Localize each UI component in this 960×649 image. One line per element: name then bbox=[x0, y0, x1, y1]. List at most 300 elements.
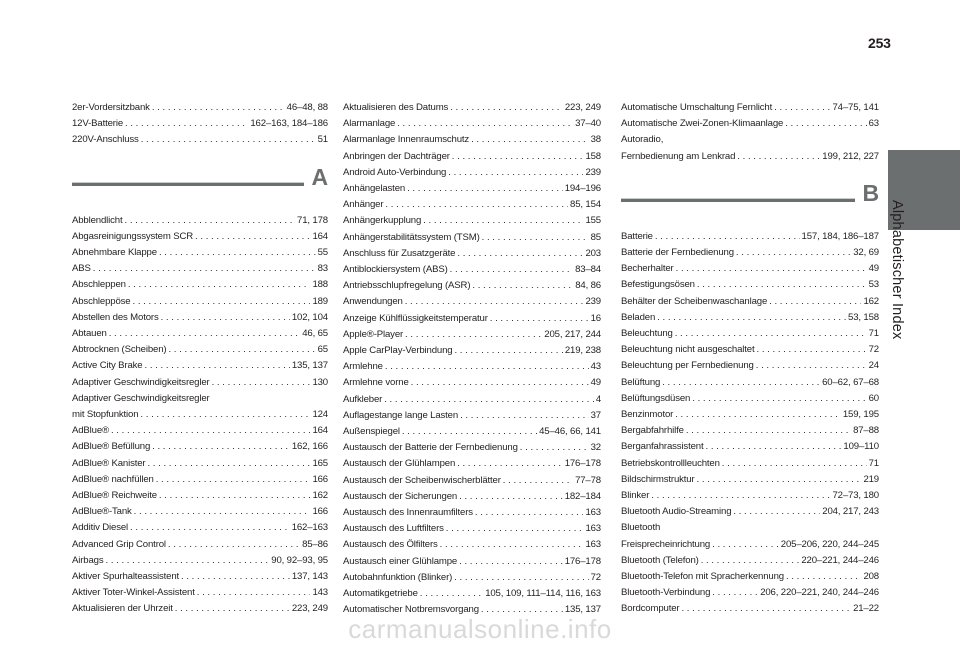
index-entry bbox=[621, 116, 879, 132]
dot-leader bbox=[757, 342, 867, 358]
index-term: Außenspiegel bbox=[343, 426, 400, 438]
page-references: 71 bbox=[868, 457, 879, 469]
index-entry bbox=[621, 245, 879, 261]
index-entry-line bbox=[72, 407, 328, 423]
page-references: 199, 212, 227 bbox=[822, 150, 879, 162]
section-letter: A bbox=[311, 163, 328, 190]
dot-leader bbox=[159, 245, 316, 261]
index-entry bbox=[72, 132, 328, 148]
index-entry bbox=[621, 326, 879, 342]
index-entry bbox=[621, 456, 879, 472]
index-entry-line bbox=[343, 424, 601, 440]
index-term: Beladen bbox=[621, 311, 656, 323]
page-references: 163 bbox=[585, 507, 601, 519]
dot-leader bbox=[130, 520, 290, 536]
dot-leader bbox=[109, 326, 301, 342]
index-entry bbox=[343, 181, 601, 197]
dot-leader bbox=[692, 391, 866, 407]
index-entry bbox=[621, 553, 879, 569]
dot-leader bbox=[482, 230, 589, 246]
dot-leader bbox=[657, 310, 846, 326]
page-references: 124 bbox=[312, 409, 328, 421]
page-references: 21–22 bbox=[853, 603, 879, 615]
page-references: 85–86 bbox=[302, 538, 328, 550]
index-entry bbox=[72, 261, 328, 277]
page-references: 90, 92–93, 95 bbox=[271, 554, 328, 566]
index-entry-line bbox=[343, 408, 601, 424]
index-entry bbox=[343, 359, 601, 375]
index-column-3 bbox=[621, 100, 879, 618]
index-entry-line bbox=[343, 311, 601, 327]
index-entry-line bbox=[621, 149, 879, 165]
index-term: Anbringen der Dachträger bbox=[343, 150, 450, 162]
index-entry-line bbox=[621, 504, 879, 520]
dot-leader bbox=[490, 311, 589, 327]
index-term: Austausch einer Glühlampe bbox=[343, 555, 458, 567]
dot-leader bbox=[411, 375, 589, 391]
dot-leader bbox=[405, 327, 542, 343]
page-references: 165 bbox=[312, 457, 328, 469]
index-entry-line bbox=[621, 358, 879, 374]
page-references: 24 bbox=[868, 360, 879, 372]
index-entry-line bbox=[72, 504, 328, 520]
page-references: 77–78 bbox=[575, 474, 601, 486]
index-entry-line bbox=[621, 116, 879, 132]
page-references: 105, 109, 111–114, 116, 163 bbox=[485, 588, 601, 600]
index-entry-line bbox=[621, 229, 879, 245]
dot-leader bbox=[385, 359, 589, 375]
index-entry-line bbox=[343, 262, 601, 278]
index-entry-line bbox=[343, 165, 601, 181]
index-term: Automatische Umschaltung Fernlicht bbox=[621, 102, 773, 113]
index-term: Austausch des Ölfilters bbox=[343, 539, 438, 551]
index-term: Advanced Grip Control bbox=[72, 538, 166, 550]
index-entry-line bbox=[621, 277, 879, 293]
page-references: 37 bbox=[590, 409, 601, 421]
page-references: 72–73, 180 bbox=[832, 490, 879, 502]
index-entry bbox=[621, 294, 879, 310]
page-references: 37–40 bbox=[575, 118, 601, 130]
index-term: Batterie bbox=[621, 230, 653, 242]
index-entry bbox=[72, 553, 328, 569]
dot-leader bbox=[405, 294, 584, 310]
dot-leader bbox=[697, 277, 867, 293]
index-term: Aktiver Toter-Winkel-Assistent bbox=[72, 587, 195, 599]
index-term: Behälter der Scheibenwaschanlage bbox=[621, 295, 768, 307]
index-entry bbox=[343, 246, 601, 262]
page-references: 51 bbox=[317, 134, 328, 146]
page-references: 188 bbox=[312, 279, 328, 291]
dot-leader bbox=[712, 537, 779, 553]
index-entry bbox=[72, 423, 328, 439]
index-column-1 bbox=[72, 100, 328, 618]
index-term: Austausch der Sicherungen bbox=[343, 490, 458, 502]
index-term: Becherhalter bbox=[621, 263, 674, 275]
index-term: Bluetooth Audio-Streaming bbox=[621, 506, 732, 518]
index-entry-line bbox=[72, 537, 328, 553]
index-term: Abschleppöse bbox=[72, 295, 131, 307]
dot-leader bbox=[420, 586, 483, 602]
page-references: 166 bbox=[312, 506, 328, 518]
index-entry-line bbox=[343, 278, 601, 294]
page-references: 219, 238 bbox=[564, 345, 601, 357]
page-references: 203 bbox=[585, 247, 601, 259]
page-references: 162 bbox=[312, 490, 328, 502]
index-term: Anhängerstabilitätssystem (TSM) bbox=[343, 231, 480, 243]
page-references: 102, 104 bbox=[291, 311, 328, 323]
index-term: Austausch des Luftfilters bbox=[343, 523, 444, 535]
index-entry-line bbox=[621, 407, 879, 423]
index-entry bbox=[72, 439, 328, 455]
dot-leader bbox=[785, 116, 866, 132]
index-entry-line bbox=[343, 554, 601, 570]
index-term: AdBlue® nachfüllen bbox=[72, 473, 154, 485]
index-entry-line bbox=[621, 261, 879, 277]
dot-leader bbox=[195, 229, 310, 245]
index-term: Austausch der Scheibenwischerblätter bbox=[343, 474, 501, 486]
index-entry bbox=[343, 311, 601, 327]
dot-leader bbox=[168, 537, 300, 553]
page-references: 182–184 bbox=[564, 490, 601, 502]
page-references: 206, 220–221, 240, 244–246 bbox=[760, 587, 879, 599]
page-references: 32, 69 bbox=[853, 247, 879, 259]
dot-leader bbox=[520, 440, 589, 456]
index-entry bbox=[621, 520, 879, 552]
index-entry bbox=[621, 229, 879, 245]
dot-leader bbox=[460, 408, 589, 424]
index-entry-line bbox=[621, 488, 879, 504]
dot-leader bbox=[701, 553, 800, 569]
page-number: 253 bbox=[868, 35, 891, 51]
page-references: 162–163, 184–186 bbox=[250, 118, 328, 130]
index-entry bbox=[621, 407, 879, 423]
page-references: 205–206, 220, 244–245 bbox=[780, 538, 879, 550]
index-entry bbox=[343, 132, 601, 148]
index-term: Abstellen des Motors bbox=[72, 311, 159, 323]
index-entry-line bbox=[343, 570, 601, 586]
page-references: 83–84 bbox=[575, 264, 601, 276]
dot-leader bbox=[384, 392, 594, 408]
index-entry-line bbox=[343, 440, 601, 456]
index-entry bbox=[343, 554, 601, 570]
index-entry bbox=[72, 585, 328, 601]
page-references: 83 bbox=[317, 263, 328, 275]
dot-leader bbox=[697, 472, 862, 488]
index-term: Active City Brake bbox=[72, 360, 143, 372]
dot-leader bbox=[423, 213, 583, 229]
index-term: AdBlue® bbox=[72, 425, 109, 437]
index-term: Aktualisieren der Uhrzeit bbox=[72, 603, 173, 615]
index-entry-line bbox=[72, 472, 328, 488]
index-entry bbox=[72, 310, 328, 326]
index-term: mit Stopfunktion bbox=[72, 409, 139, 421]
index-entry-line bbox=[621, 472, 879, 488]
index-entry-line bbox=[343, 343, 601, 359]
index-term: Additiv Diesel bbox=[72, 522, 129, 534]
index-entry-line bbox=[72, 245, 328, 261]
page-references: 205, 217, 244 bbox=[544, 328, 601, 340]
index-entry-line bbox=[621, 391, 879, 407]
dot-leader bbox=[124, 213, 295, 229]
index-entry bbox=[621, 375, 879, 391]
index-entry bbox=[72, 342, 328, 358]
index-entry bbox=[72, 100, 328, 116]
index-entry-line bbox=[621, 537, 879, 553]
page-references: 162, 166 bbox=[291, 441, 328, 453]
dot-leader bbox=[686, 423, 851, 439]
index-entry-line bbox=[343, 181, 601, 197]
index-entry-line bbox=[72, 261, 328, 277]
index-entry bbox=[343, 278, 601, 294]
index-term: Aktualisieren des Datums bbox=[343, 102, 449, 113]
index-entry bbox=[343, 586, 601, 602]
index-term: Bluetooth-Verbindung bbox=[621, 587, 711, 599]
page-references: 159, 195 bbox=[842, 409, 879, 421]
index-term: Auflagestange lange Lasten bbox=[343, 409, 459, 421]
dot-leader bbox=[471, 132, 589, 148]
dot-leader bbox=[93, 261, 316, 277]
index-term: Alarmanlage Innenraumschutz bbox=[343, 134, 470, 146]
dot-leader bbox=[161, 310, 290, 326]
dot-leader bbox=[736, 245, 851, 261]
index-entry bbox=[343, 165, 601, 181]
index-term: Betriebskontrollleuchten bbox=[621, 457, 720, 469]
index-term: Armlehne bbox=[343, 361, 383, 373]
page-references: 176–178 bbox=[564, 458, 601, 470]
index-term: Benzinmotor bbox=[621, 409, 674, 421]
index-term: 220V-Anschluss bbox=[72, 134, 139, 146]
index-entry bbox=[343, 440, 601, 456]
index-term: Beleuchtung per Fernbedienung bbox=[621, 360, 754, 372]
index-term: 2er-Vordersitzbank bbox=[72, 102, 150, 113]
index-entry-line bbox=[621, 423, 879, 439]
page-references: 45–46, 66, 141 bbox=[539, 426, 601, 438]
index-term: Blinker bbox=[621, 490, 650, 502]
dot-leader bbox=[756, 358, 867, 374]
index-entry bbox=[72, 391, 328, 423]
index-entry bbox=[621, 310, 879, 326]
index-term: Android Auto-Verbindung bbox=[343, 166, 447, 178]
index-entry bbox=[343, 149, 601, 165]
index-entry bbox=[343, 262, 601, 278]
dot-leader bbox=[475, 505, 584, 521]
index-entry bbox=[621, 472, 879, 488]
dot-leader bbox=[452, 149, 584, 165]
index-entry bbox=[343, 294, 601, 310]
page-references: 43 bbox=[590, 361, 601, 373]
index-term: Berganfahrassistent bbox=[621, 441, 704, 453]
page-references: 143 bbox=[312, 587, 328, 599]
page-references: 72 bbox=[590, 571, 601, 583]
dot-leader bbox=[662, 375, 820, 391]
dot-leader bbox=[397, 116, 573, 132]
dot-leader bbox=[156, 472, 311, 488]
page-references: 84, 86 bbox=[575, 280, 601, 292]
index-entry bbox=[343, 213, 601, 229]
dot-leader bbox=[385, 197, 568, 213]
index-entry bbox=[72, 245, 328, 261]
page-references: 38 bbox=[590, 134, 601, 146]
index-entry bbox=[343, 197, 601, 213]
index-entry-line bbox=[621, 375, 879, 391]
dot-leader bbox=[459, 489, 563, 505]
dot-leader bbox=[448, 165, 583, 181]
index-entry bbox=[343, 473, 601, 489]
page-references: 109–110 bbox=[843, 441, 879, 453]
page-references: 49 bbox=[868, 263, 879, 275]
page-references: 163 bbox=[585, 539, 601, 551]
index-entry-line bbox=[72, 100, 328, 116]
dot-leader bbox=[125, 116, 248, 132]
letter-section-header bbox=[72, 163, 328, 207]
index-entry-line bbox=[343, 473, 601, 489]
dot-leader bbox=[159, 488, 311, 504]
index-term: Bordcomputer bbox=[621, 603, 680, 615]
index-entry bbox=[72, 116, 328, 132]
letter-section-header bbox=[621, 179, 879, 223]
index-entry-line bbox=[72, 585, 328, 601]
dot-leader bbox=[197, 585, 311, 601]
index-term: Abtrocknen (Scheiben) bbox=[72, 344, 167, 356]
dot-leader bbox=[676, 261, 867, 277]
dot-leader bbox=[457, 456, 563, 472]
index-entry bbox=[621, 423, 879, 439]
page-references: 49 bbox=[590, 377, 601, 389]
index-term: Airbags bbox=[72, 554, 104, 566]
dot-leader bbox=[134, 504, 311, 520]
index-entry bbox=[343, 456, 601, 472]
index-term: Anzeige Kühlflüssigkeitstemperatur bbox=[343, 312, 488, 324]
page-references: 158 bbox=[585, 150, 601, 162]
dot-leader bbox=[140, 407, 310, 423]
index-term: Bildschirmstruktur bbox=[621, 473, 695, 485]
index-term: Batterie der Fernbedienung bbox=[621, 247, 734, 259]
dot-leader bbox=[446, 521, 584, 537]
index-entry-line bbox=[72, 488, 328, 504]
index-term: Austausch der Glühlampen bbox=[343, 458, 456, 470]
page-references: 65 bbox=[317, 344, 328, 356]
page-references: 204, 217, 243 bbox=[822, 506, 879, 518]
index-term: Armlehne vorne bbox=[343, 377, 409, 389]
index-entry-line bbox=[343, 521, 601, 537]
index-entry bbox=[343, 392, 601, 408]
dot-leader bbox=[440, 537, 584, 553]
index-entry bbox=[621, 488, 879, 504]
index-entry bbox=[343, 230, 601, 246]
index-entry-line bbox=[621, 310, 879, 326]
dot-leader bbox=[147, 456, 310, 472]
dot-leader bbox=[655, 229, 800, 245]
index-entry bbox=[343, 505, 601, 521]
index-entry-line bbox=[621, 326, 879, 342]
page-references: 164 bbox=[312, 230, 328, 242]
index-entry bbox=[343, 521, 601, 537]
section-rule bbox=[72, 183, 304, 186]
index-term: Aktiver Spurhalteassistent bbox=[72, 571, 180, 583]
page-references: 220–221, 244–246 bbox=[801, 554, 879, 566]
index-term: Autobahnfunktion (Blinker) bbox=[343, 571, 453, 583]
dot-leader bbox=[737, 149, 820, 165]
index-entry-line bbox=[343, 359, 601, 375]
index-entry-line bbox=[343, 116, 601, 132]
page-references: 223, 249 bbox=[564, 102, 601, 113]
section-letter: B bbox=[862, 179, 879, 206]
index-entry-line bbox=[621, 439, 879, 455]
dot-leader bbox=[450, 262, 573, 278]
index-entry-line bbox=[343, 197, 601, 213]
index-term: AdBlue® Reichweite bbox=[72, 490, 157, 502]
index-entry bbox=[72, 504, 328, 520]
watermark: carmanualsonline.info bbox=[348, 614, 612, 644]
index-entry-line bbox=[72, 553, 328, 569]
index-entry bbox=[343, 489, 601, 505]
index-term: Belüftung bbox=[621, 376, 661, 388]
page-references: 164 bbox=[312, 425, 328, 437]
index-term: Beleuchtung bbox=[621, 328, 673, 340]
index-term: Bergabfahrhilfe bbox=[621, 425, 684, 437]
page-references: 163 bbox=[585, 523, 601, 535]
dot-leader bbox=[212, 375, 311, 391]
page-references: 87–88 bbox=[853, 425, 879, 437]
index-entry bbox=[343, 327, 601, 343]
page-references: 85 bbox=[590, 231, 601, 243]
dot-leader bbox=[705, 439, 841, 455]
index-term: Bluetooth (Telefon) bbox=[621, 554, 699, 566]
dot-leader bbox=[712, 585, 758, 601]
dot-leader bbox=[111, 423, 310, 439]
index-column-2 bbox=[343, 100, 601, 619]
page-references: 63 bbox=[868, 118, 879, 130]
index-entry bbox=[72, 375, 328, 391]
index-entry-line bbox=[343, 392, 601, 408]
dot-leader bbox=[459, 554, 563, 570]
index-entry-line bbox=[343, 132, 601, 148]
index-entry bbox=[343, 343, 601, 359]
index-entry bbox=[621, 342, 879, 358]
index-term: Anhängelasten bbox=[343, 183, 406, 195]
index-entry bbox=[72, 358, 328, 374]
index-term: 12V-Batterie bbox=[72, 118, 123, 130]
index-entry-line bbox=[343, 213, 601, 229]
dot-leader bbox=[733, 504, 820, 520]
index-entry-line bbox=[343, 537, 601, 553]
index-term: Abnehmbare Klappe bbox=[72, 247, 157, 259]
page-references: 4 bbox=[595, 393, 601, 405]
dot-leader bbox=[454, 570, 588, 586]
index-term: Anschluss für Zusatzgeräte bbox=[343, 247, 456, 259]
index-entry-line bbox=[72, 294, 328, 310]
page-references: 219 bbox=[863, 473, 879, 485]
index-term: Anhänger bbox=[343, 199, 384, 211]
index-term: Befestigungsösen bbox=[621, 279, 695, 291]
index-entry-line bbox=[343, 246, 601, 262]
index-entry bbox=[72, 229, 328, 245]
index-term: AdBlue®-Tank bbox=[72, 506, 132, 518]
index-term: Bluetooth-Telefon mit Spracherkennung bbox=[621, 571, 784, 583]
index-entry bbox=[72, 569, 328, 585]
index-entry-line bbox=[72, 520, 328, 536]
index-entry-line bbox=[343, 375, 601, 391]
page-references: 176–178 bbox=[564, 555, 601, 567]
index-entry-line bbox=[72, 326, 328, 342]
page-references: 223, 249 bbox=[291, 603, 328, 615]
dot-leader bbox=[786, 569, 861, 585]
dot-leader bbox=[128, 277, 311, 293]
index-entry-line bbox=[343, 505, 601, 521]
index-term: Apple CarPlay-Verbindung bbox=[343, 345, 453, 357]
index-entry bbox=[72, 456, 328, 472]
index-term: AdBlue® Kanister bbox=[72, 457, 146, 469]
